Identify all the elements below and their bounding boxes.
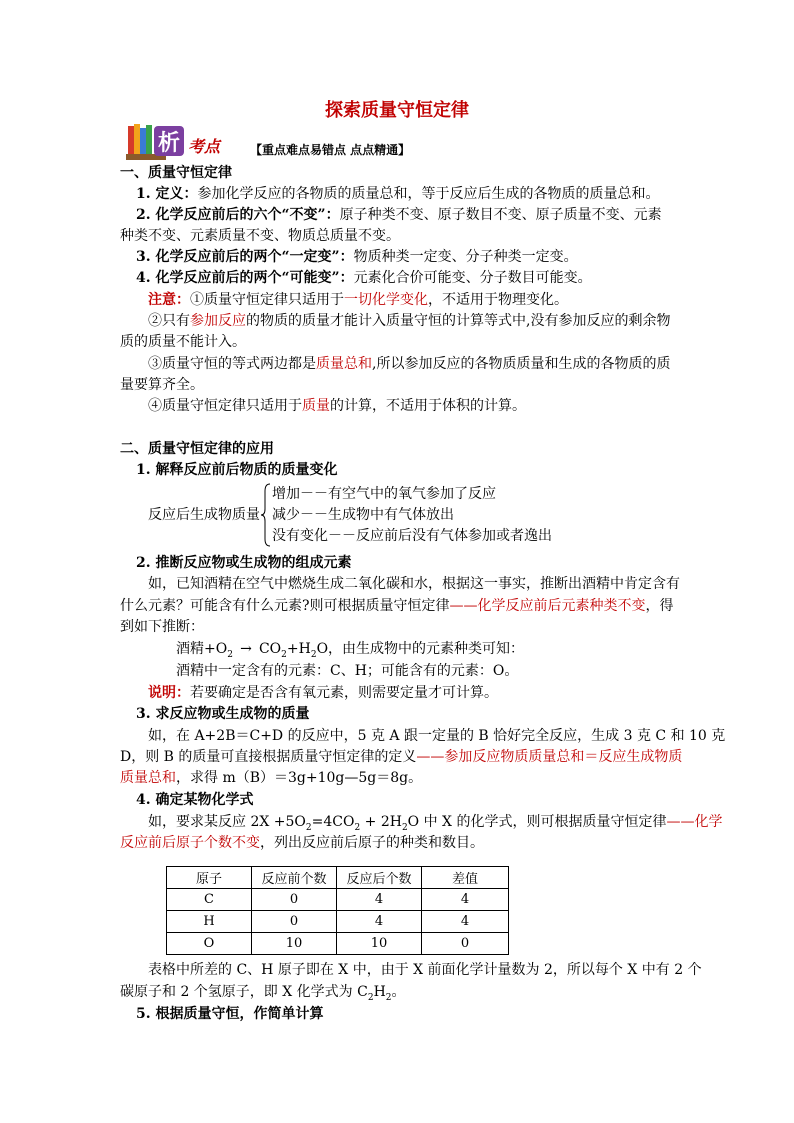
- table-cell: 4: [337, 889, 422, 911]
- table-row: [167, 933, 509, 955]
- table-header: 反应后个数: [337, 867, 422, 889]
- note2-cont: 质的质量不能计入。: [120, 334, 246, 350]
- atom-count-table: [166, 866, 509, 955]
- sub2: 2. 推断反应物或生成物的组成元素: [136, 555, 352, 571]
- sub1: 1. 解释反应前后物质的质量变化: [136, 462, 338, 478]
- logo-word: 考点: [188, 137, 221, 156]
- table-cell: O: [167, 933, 252, 955]
- p2-line1: 如，已知酒精在空气中燃烧生成二氧化碳和水，根据这一事实，推断出酒精中肯定含有: [148, 576, 680, 592]
- p4-after2: 碳原子和 2 个氢原子，即 X 化学式为 $C_2H_2$。: [120, 984, 406, 1003]
- p3-line3: 质量总和，求得 m（B）＝3g+10g—5g＝8g。: [120, 770, 423, 786]
- table-cell: 0: [422, 933, 509, 955]
- reaction-arrow-icon: →: [240, 641, 252, 657]
- table-header: 差值: [422, 867, 509, 889]
- banner-subtitle: 【重点难点易错点 点点精通】: [250, 143, 411, 157]
- explain: 说明：若要确定是否含有氧元素，则需要定量才可计算。: [148, 685, 498, 701]
- p2-line5: 酒精中一定含有的元素：C、H；可能含有的元素：O。: [176, 663, 519, 679]
- p4-after1: 表格中所差的 C、H 原子即在 X 中，由于 X 前面化学计量数为 2，所以每个 X 中有 2 个: [148, 962, 702, 978]
- p3-line2: D，则 B 的质量可直接根据质量守恒定律的定义——参加反应物质质量总和＝反应生成物质: [120, 749, 683, 765]
- note3-cont: 量要算齐全。: [120, 377, 204, 393]
- table-cell: 10: [252, 933, 337, 955]
- item2-cont: 种类不变、元素质量不变、物质总质量不变。: [120, 228, 400, 244]
- item1: 1. 定义：参加化学反应的各物质的质量总和，等于反应后生成的各物质的质量总和。: [136, 186, 660, 202]
- p2-line3: 到如下推断：: [120, 619, 204, 635]
- note1: 注意：①质量守恒定律只适用于一切化学变化，不适用于物理变化。: [148, 292, 568, 308]
- brace-item: 增加－－有空气中的氧气参加了反应: [272, 486, 496, 502]
- table-cell: 0: [252, 889, 337, 911]
- note3: ③质量守恒的等式两边都是质量总和,所以参加反应的各物质质量和生成的各物质的质: [148, 356, 671, 372]
- p3-line1: 如，在 A+2B＝C+D 的反应中，5 克 A 跟一定量的 B 恰好完全反应，生成 3 克 C 和 10 克: [148, 728, 726, 744]
- curly-brace-icon: [260, 483, 272, 547]
- note2: ②只有参加反应的物质的质量才能计入质量守恒的计算等式中,没有参加反应的剩余物: [148, 313, 671, 329]
- table-header-row: [167, 867, 509, 889]
- table-cell: C: [167, 889, 252, 911]
- table-header: 反应前个数: [252, 867, 337, 889]
- mass-change-brace: [148, 483, 568, 547]
- item3: 3. 化学反应前后的两个“一定变”：物质种类一定变、分子种类一定变。: [136, 249, 578, 265]
- p4-line2: 反应前后原子个数不变，列出反应前后原子的种类和数目。: [120, 835, 484, 851]
- table-cell: 4: [337, 911, 422, 933]
- p2-equation: 酒精$+O_2 \to CO_2+H_2O$，由生成物中的元素种类可知：: [176, 641, 525, 660]
- p2-line2: 什么元素？可能含有什么元素?则可根据质量守恒定律——化学反应前后元素种类不变，得: [120, 598, 674, 614]
- sub4: 4. 确定某物化学式: [136, 792, 254, 808]
- brace-label: 反应后生成物质量: [148, 507, 260, 523]
- p4-line1: 如，要求某反应 $2X +5O_2=4CO_2 + 2H_2O$ 中 X 的化学式，则可根据质量守恒定律——化学: [148, 814, 723, 833]
- logo-char: 析: [157, 131, 181, 156]
- books-logo-icon: [124, 122, 250, 162]
- sub3: 3. 求反应物或生成物的质量: [136, 706, 310, 722]
- table-cell: 0: [252, 911, 337, 933]
- table-cell: 10: [337, 933, 422, 955]
- table-row: [167, 911, 509, 933]
- table-row: [167, 889, 509, 911]
- table-header: 原子: [167, 867, 252, 889]
- sub5: 5. 根据质量守恒，作简单计算: [136, 1006, 324, 1022]
- section1-heading: 一、质量守恒定律: [120, 165, 232, 181]
- table-cell: 4: [422, 889, 509, 911]
- page-title: 探索质量守恒定律: [325, 100, 469, 121]
- section2-heading: 二、质量守恒定律的应用: [120, 441, 274, 457]
- item4: 4. 化学反应前后的两个“可能变”：元素化合价可能变、分子数目可能变。: [136, 270, 592, 286]
- table-cell: 4: [422, 911, 509, 933]
- brace-item: 没有变化－－反应前后没有气体参加或者逸出: [272, 528, 552, 544]
- note4: ④质量守恒定律只适用于质量的计算，不适用于体积的计算。: [148, 398, 526, 414]
- item2: 2. 化学反应前后的六个“不变”：原子种类不变、原子数目不变、原子质量不变、元素: [136, 207, 662, 223]
- brace-item: 减少－－生成物中有气体放出: [272, 507, 454, 523]
- table-cell: H: [167, 911, 252, 933]
